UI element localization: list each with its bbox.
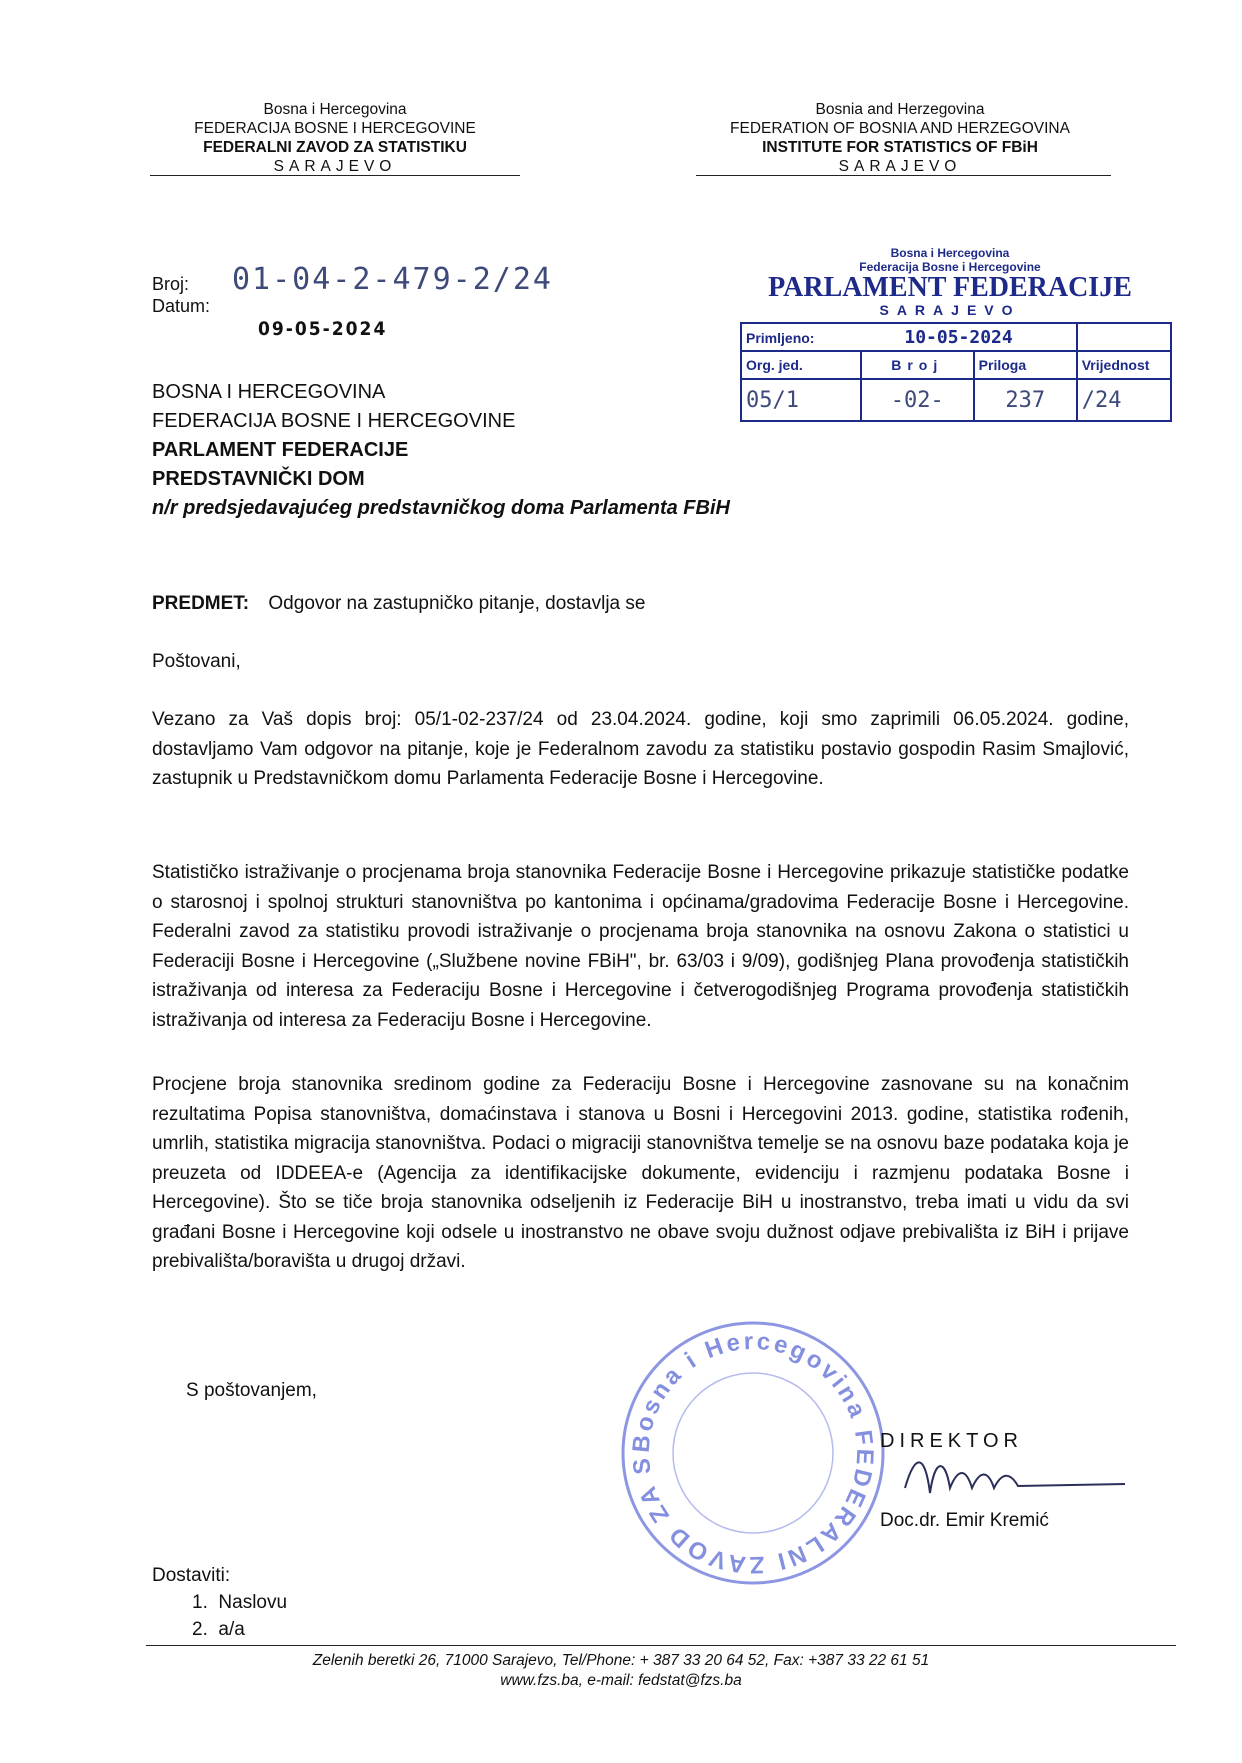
val-broj: -02-: [861, 379, 974, 421]
primljeno-empty: [1077, 323, 1171, 351]
seal-ring-text: Bosna i Hercegovina FEDERALNI ZAVOD ZA S: [627, 1327, 879, 1579]
broj-label: Broj:: [152, 274, 190, 294]
recipient-attention: n/r predsjedavajućeg predstavničkog doma Parlamenta FBiH: [152, 497, 730, 519]
official-seal: [618, 1318, 888, 1588]
col-priloga: Priloga: [974, 351, 1077, 379]
signature-scribble: [900, 1448, 1130, 1508]
col-broj: Broj: [861, 351, 974, 379]
delivery-label: Dostaviti:: [152, 1565, 231, 1586]
footer-address: Zelenih beretki 26, 71000 Sarajevo, Tel/Phone: + 387 33 20 64 52, Fax: +387 33 22 61 51: [312, 1652, 930, 1669]
col-org: Org. jed.: [741, 351, 861, 379]
signature-title: DIREKTOR: [880, 1430, 1023, 1452]
stamp-line2: Federacija Bosne i Hercegovine: [859, 260, 1041, 274]
delivery-item-1: 1. Naslovu: [192, 1592, 288, 1613]
delivery-item-2: 2. a/a: [192, 1619, 245, 1640]
letterhead-right-rule: [696, 175, 1111, 176]
recipient-house: PREDSTAVNIČKI DOM: [152, 468, 365, 490]
country-name-en: Bosnia and Herzegovina: [815, 101, 985, 118]
recipient-parliament: PARLAMENT FEDERACIJE: [152, 439, 409, 461]
subject-text: Odgovor na zastupničko pitanje, dostavlja se: [268, 593, 646, 614]
signatory-name: Doc.dr. Emir Kremić: [880, 1510, 1049, 1531]
stamp-title: PARLAMENT FEDERACIJE: [768, 272, 1132, 303]
paragraph-2: Statističko istraživanje o procjenama broja stanovnika Federacije Bosne i Hercegovine prikazuje statističke podatke o starosnoj i spolnoj strukturi stanovništva po kantonima i općinama/gradovima Federacije Bosne i Hercegovine. Federalni zavod za statistiku provodi istraživanje o procjenama broja stanovnika na osnovu Zakona o statistici u Federaciji Bosne i Hercegovine („Službene novine FBiH", br. 63/03 i 9/09), godišnjeg Plana provođenja statističkih istraživanja od interesa za Federaciju Bosne i Hercegovine i četverogodišnjeg Programa provođenja statističkih istraživanja od interesa za Federaciju Bosne i Hercegovine.: [152, 862, 1129, 1031]
val-vrijednost: /24: [1077, 379, 1171, 421]
primljeno-label: Primljeno:: [746, 329, 815, 346]
stamp-city: SARAJEVO: [879, 302, 1021, 318]
stamp-line1: Bosna i Hercegovina: [890, 246, 1010, 260]
val-org: 05/1: [741, 379, 861, 421]
entity-name-en: FEDERATION OF BOSNIA AND HERZEGOVINA: [730, 120, 1070, 137]
recipient-block: [152, 378, 852, 523]
broj-value: 01-04-2-479-2/24: [232, 262, 553, 297]
footer-rule: [146, 1645, 1176, 1646]
recipient-country: BOSNA I HERCEGOVINA: [152, 381, 386, 403]
subject-label: PREDMET:: [152, 593, 250, 614]
paragraph-3: Procjene broja stanovnika sredinom godine za Federaciju Bosne i Hercegovine zasnovane su na konačnim rezultatima Popisa stanovništva, domaćinstava i stanova u Bosni i Hercegovini 2013. godine, statistika rođenih, umrlih, statistika migracija stanovništva. Podaci o migraciji stanovništva temelje se na osnovu baze podataka koja je preuzeta od IDDEEA-e (Agencija za identifikacijske dokumente, evidenciju i razmjenu podataka Bosne i Hercegovine). Što se tiče broja stanovnika odseljenih iz Federacije BiH u inostranstvo, treba imati u vidu da svi građani Bosne i Hercegovine koji odsele u inostranstvo ne obave svoju dužnost odjave prebivališta iz BiH i prijave prebivališta/boravišta u drugoj državi.: [152, 1074, 1129, 1272]
primljeno-value: 10-05-2024: [904, 326, 1013, 348]
institution-name-en: INSTITUTE FOR STATISTICS OF FBiH: [762, 139, 1038, 156]
footer-web: www.fzs.ba, e-mail: fedstat@fzs.ba: [500, 1672, 742, 1689]
datum-value: 09-05-2024: [258, 318, 388, 340]
subject-line: [152, 593, 645, 615]
paragraph-1: Vezano za Vaš dopis broj: 05/1-02-237/24 od 23.04.2024. godine, koji smo zaprimili 06.05.2024. godine, dostavljamo Vam odgovor na pitanje, koje je Federalnom zavodu za statistiku postavio gospodin Rasim Smajlović, zastupnik u Predstavničkom domu Parlamenta Federacije Bosne i Hercegovine.: [152, 709, 1129, 789]
datum-label: Datum:: [152, 296, 211, 316]
letterhead-left: [140, 100, 530, 176]
salutation: Poštovani,: [152, 651, 241, 672]
city-name: SARAJEVO: [273, 158, 397, 175]
closing: S poštovanjem,: [186, 1380, 317, 1401]
city-name-en: SARAJEVO: [838, 158, 962, 175]
country-name: Bosna i Hercegovina: [263, 101, 407, 118]
primljeno-cell: [741, 323, 1077, 351]
recipient-entity: FEDERACIJA BOSNE I HERCEGOVINE: [152, 410, 516, 432]
col-vrijednost: Vrijednost: [1077, 351, 1171, 379]
letterhead-right: [680, 100, 1120, 176]
institution-name: FEDERALNI ZAVOD ZA STATISTIKU: [203, 139, 467, 156]
entity-name: FEDERACIJA BOSNE I HERCEGOVINE: [194, 120, 476, 137]
val-priloga: 237: [974, 379, 1077, 421]
footer: [0, 1651, 1242, 1691]
seal-graphic: [618, 1318, 888, 1588]
letterhead-left-rule: [150, 175, 520, 176]
